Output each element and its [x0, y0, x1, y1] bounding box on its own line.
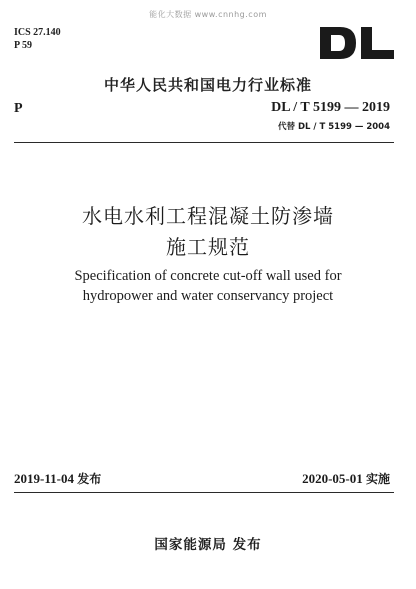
- watermark-text: 能化大数据 www.cnnhg.com: [149, 10, 267, 19]
- dl-logo: [318, 26, 396, 60]
- replaces-note: 代替 DL / T 5199 — 2004: [278, 122, 390, 132]
- title-chinese-line2: 施工规范: [166, 235, 250, 259]
- implement-date: 2020-05-01: [302, 471, 363, 486]
- ccs-code: P 59: [14, 40, 33, 51]
- bottom-divider: [14, 492, 394, 493]
- issue-label: 发布: [77, 472, 102, 486]
- standard-number: DL / T 5199 — 2019: [271, 100, 390, 115]
- org-title: 中华人民共和国电力行业标准: [103, 76, 312, 94]
- title-chinese-line1: 水电水利工程混凝土防渗墙: [82, 204, 334, 228]
- ics-code: ICS 27.140: [14, 27, 61, 38]
- issue-date-block: [14, 470, 101, 487]
- classification-letter: P: [14, 101, 23, 116]
- title-english-line1: Specification of concrete cut-off wall used for: [74, 268, 342, 284]
- implement-label: 实施: [365, 472, 390, 486]
- publisher-line: 国家能源局 发布: [154, 537, 262, 553]
- issue-date: 2019-11-04: [14, 471, 74, 486]
- title-english-line2: hydropower and water conservancy project: [82, 288, 334, 304]
- top-divider: [14, 142, 394, 143]
- implement-date-block: [302, 470, 390, 487]
